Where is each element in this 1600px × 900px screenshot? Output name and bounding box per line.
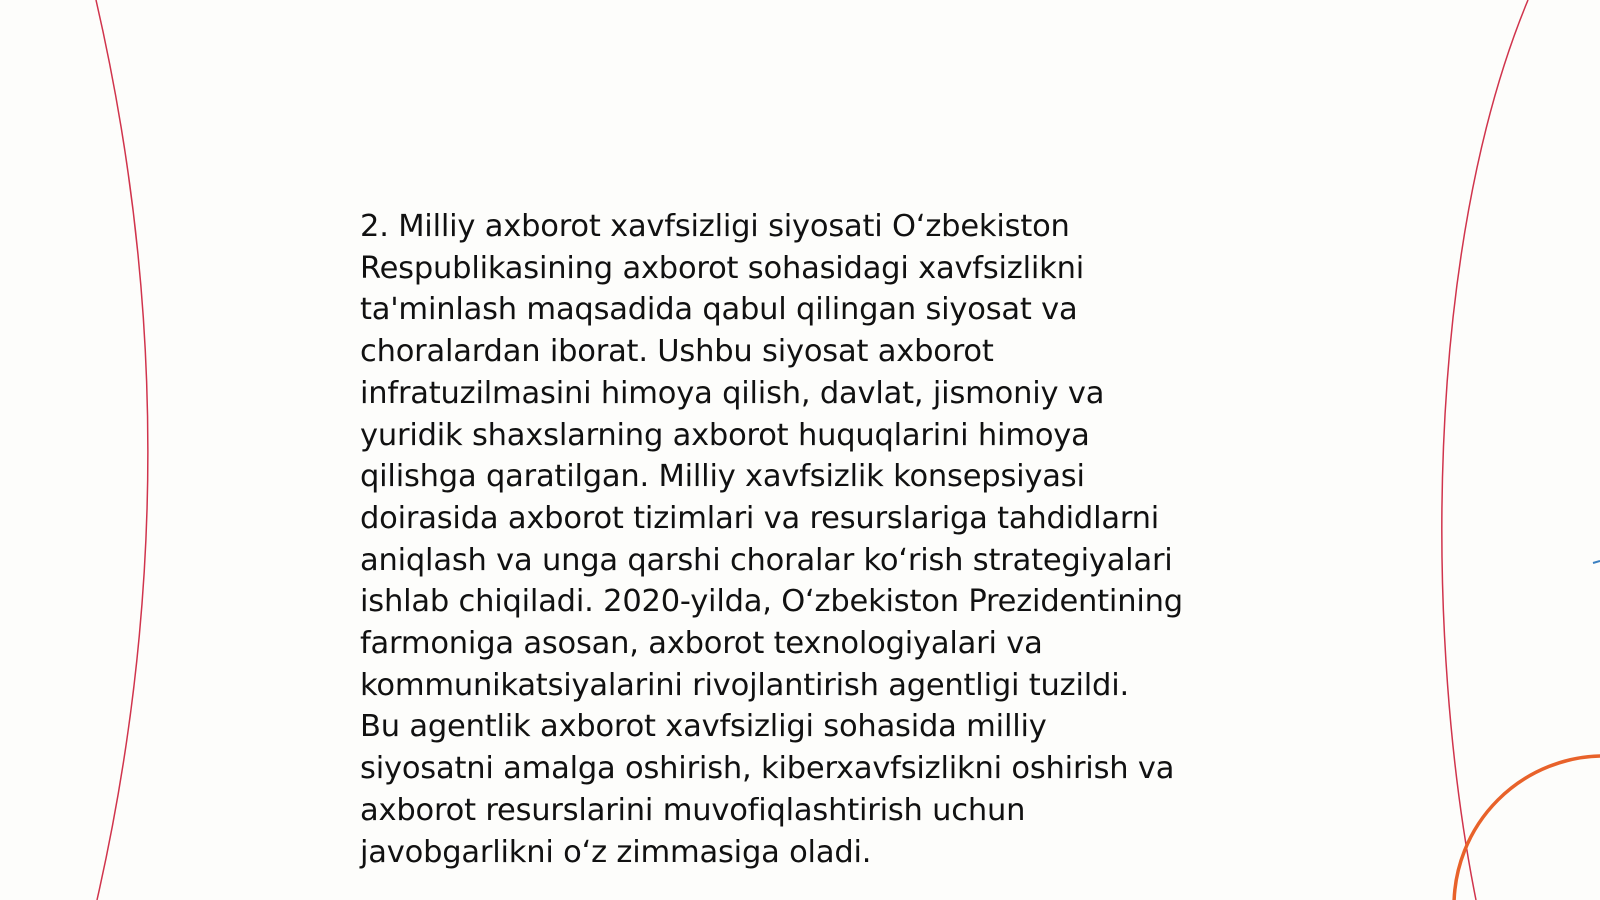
- paragraph-line: infratuzilmasini himoya qilish, davlat, jismoniy va: [360, 375, 1105, 411]
- paragraph-line: choralardan iborat. Ushbu siyosat axborot: [360, 334, 994, 370]
- paragraph-line: qilishga qaratilgan. Milliy xavfsizlik konsepsiyasi: [360, 459, 1085, 495]
- paragraph-line: kommunikatsiyalarini rivojlantirish agentligi tuzildi.: [360, 667, 1129, 703]
- paragraph-line: javobgarlikni o‘z zimmasiga oladi.: [360, 834, 872, 870]
- paragraph-line: farmoniga asosan, axborot texnologiyalari va: [360, 626, 1043, 662]
- body-paragraph: [360, 206, 1260, 873]
- blue-accent-mark: [1593, 561, 1600, 563]
- left-arc: [96, 0, 148, 900]
- paragraph-line: 2. Milliy axborot xavfsizligi siyosati O‘zbekiston: [360, 209, 1070, 244]
- paragraph-line: ta'minlash maqsadida qabul qilingan siyosat va: [360, 292, 1078, 328]
- right-arc: [1442, 0, 1528, 900]
- paragraph-line: axborot resurslarini muvofiqlashtirish uchun: [360, 792, 1026, 828]
- paragraph-line: yuridik shaxslarning axborot huquqlarini himoya: [360, 417, 1090, 453]
- paragraph-line: ishlab chiqiladi. 2020-yilda, O‘zbekiston Prezidentining: [360, 584, 1183, 620]
- paragraph-line: aniqlash va unga qarshi choralar ko‘rish strategiyalari: [360, 542, 1173, 578]
- paragraph-line: doirasida axborot tizimlari va resurslariga tahdidlarni: [360, 500, 1160, 536]
- orange-circle: [1454, 756, 1600, 900]
- paragraph-line: siyosatni amalga oshirish, kiberxavfsizlikni oshirish va: [360, 751, 1175, 787]
- paragraph-line: Respublikasining axborot sohasidagi xavfsizlikni: [360, 250, 1085, 286]
- paragraph-line: Bu agentlik axborot xavfsizligi sohasida milliy: [360, 709, 1047, 745]
